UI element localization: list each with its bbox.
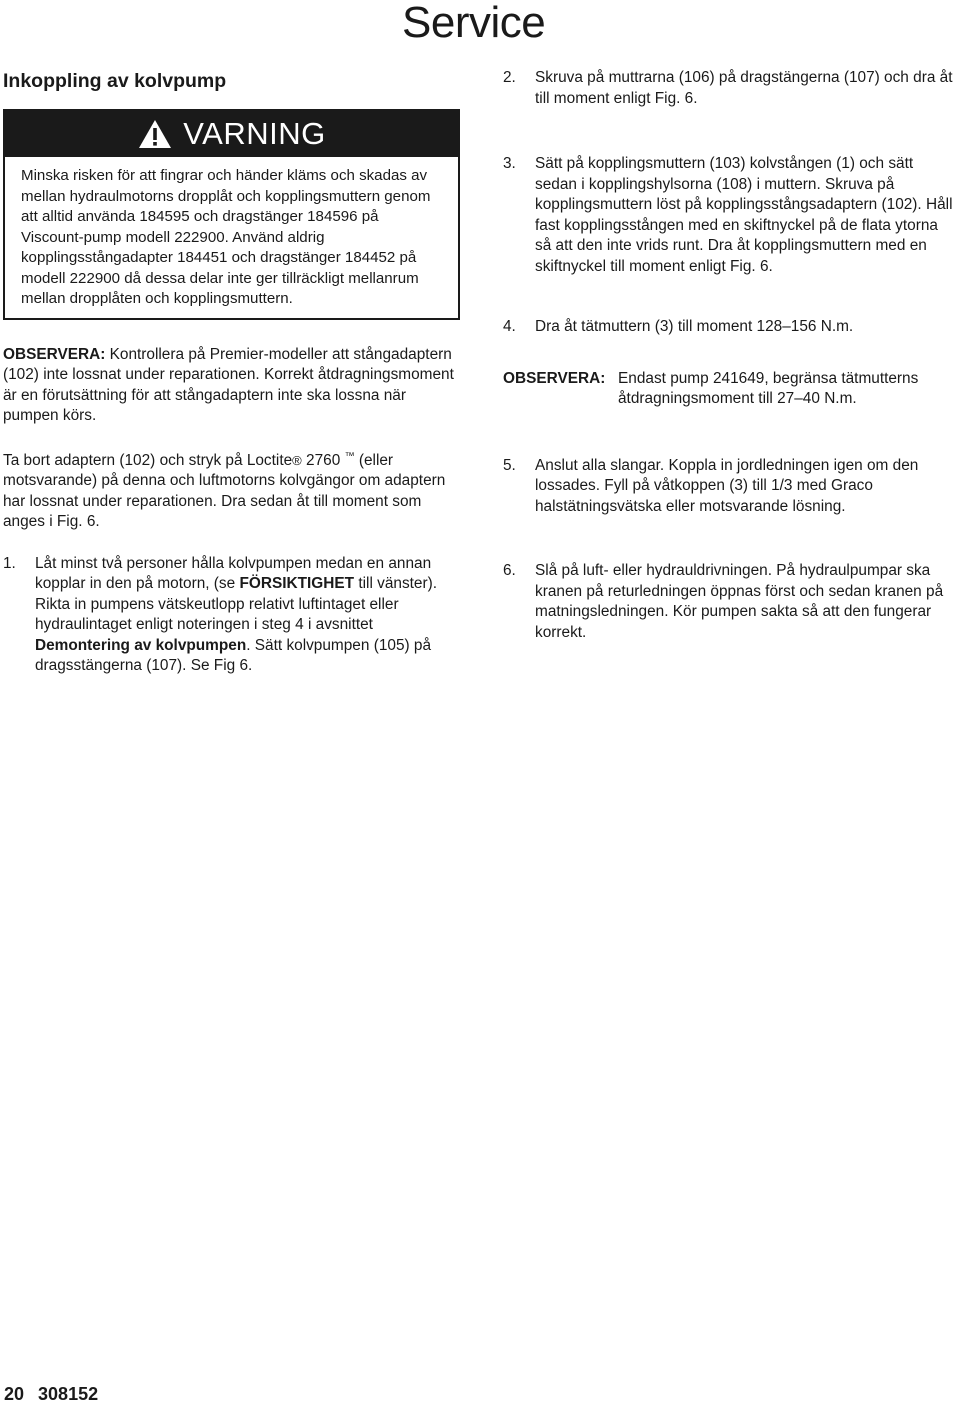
note-text: Kontrollera på Premier-modeller att stångadaptern (102) inte lossnat under reparationen. Korrekt åtdragningsmoment är en förutsättning för att stångadaptern inte ska lossna när pumpen körs. bbox=[3, 345, 454, 424]
step-number: 1. bbox=[3, 554, 16, 572]
right-column bbox=[503, 68, 958, 643]
step-1 bbox=[3, 554, 463, 677]
step-2 bbox=[503, 68, 958, 109]
step-number: 2. bbox=[503, 69, 516, 86]
warning-triangle-icon bbox=[137, 118, 173, 150]
step-text: Slå på luft- eller hydrauldrivningen. På hydraulpumpar ska kranen på returledningen öppnas först och sedan kranen på matningsledningen. Kör pumpen sakta så att den fungerar korrekt. bbox=[535, 562, 944, 641]
step-text-part: till vänster). Rikta in pumpens vätskeutlopp relativt luftintaget eller hydraulintaget enligt noteringen i steg 4 i avsnittet bbox=[35, 575, 438, 634]
page-number: 20 bbox=[4, 1384, 25, 1404]
note-text: Endast pump 241649, begränsa tätmutterns åtdragningsmoment till 27–40 N.m. bbox=[618, 369, 919, 407]
warning-box bbox=[3, 109, 460, 320]
step-number: 5. bbox=[503, 456, 516, 474]
note-paragraph bbox=[3, 345, 463, 427]
warning-title: VARNING bbox=[183, 116, 326, 151]
loctite-text-after: (eller motsvarande) på denna och luftmotorns kolvgängor om adaptern har lossnat under reparationen. Dra sedan åt till moment som anges i Fig. 6. bbox=[3, 451, 446, 531]
document-number: 308152 bbox=[38, 1384, 99, 1404]
left-column bbox=[3, 68, 463, 677]
step-text-part: Låt minst två personer hålla kolvpumpen medan en annan kopplar in den på motorn, (se bbox=[35, 554, 432, 593]
note-label: OBSERVERA: bbox=[503, 369, 606, 387]
step-number: 6. bbox=[503, 562, 516, 579]
step-number: 3. bbox=[503, 155, 516, 172]
step-4 bbox=[503, 317, 958, 338]
loctite-text-mid: 2760 bbox=[301, 451, 345, 469]
section-reference: Demontering av kolvpumpen bbox=[35, 636, 247, 654]
step-text: Sätt på kopplingsmuttern (103) kolvstången (1) och sätt sedan i kopplingshylsorna (108) i muttern. Skruva på kopplingsmuttern löst på kopplingsstångsadaptern (102). Håll fast kopplingsstången med en skiftnyckel på de flata ytorna så att den inte vrids runt. Dra åt kopplingsmuttern med en skiftnyckel till moment enligt Fig. 6. bbox=[535, 155, 953, 275]
note-right bbox=[503, 369, 958, 410]
warning-banner bbox=[5, 111, 458, 157]
page-header-title: Service bbox=[402, 0, 546, 47]
step-text-part: . Sätt kolvpumpen (105) på dragsstängerna (107). Se Fig 6. bbox=[35, 636, 432, 675]
step-6 bbox=[503, 561, 958, 643]
loctite-text-before: Ta bort adaptern (102) och stryk på Loctite bbox=[3, 451, 293, 469]
registered-mark: ® bbox=[292, 452, 302, 468]
step-text: Anslut alla slangar. Koppla in jordledningen igen om den lossades. Fyll på våtkoppen (3) till 1/3 med Graco halstätningsvätska eller motsvarande lösning. bbox=[535, 456, 919, 515]
step-3 bbox=[503, 154, 958, 277]
step-text: Skruva på muttrarna (106) på dragstängerna (107) och dra åt till moment enligt Fig. 6. bbox=[535, 69, 953, 107]
step-number: 4. bbox=[503, 318, 516, 335]
trademark-mark: ™ bbox=[344, 450, 355, 462]
section-heading: Inkoppling av kolvpump bbox=[3, 70, 227, 92]
step-text bbox=[35, 554, 463, 677]
caution-reference: FÖRSIKTIGHET bbox=[239, 575, 355, 593]
loctite-paragraph bbox=[3, 447, 463, 533]
warning-text: Minska risken för att fingrar och händer kläms och skadas av mellan hydraulmotorns dropplåt och kopplingsmuttern genom att alltid använda 184595 och dragstänger 184596 på Viscount-pump modell 222900. Använd aldrig kopplingsstångadapter 184451 och dragstänger 184452 på modell 222900 då dessa delar inte ger tillräckligt mellanrum mellan dropplåten och kopplingsmuttern. bbox=[21, 167, 431, 307]
step-5 bbox=[503, 456, 958, 518]
note-label: OBSERVERA: bbox=[3, 345, 106, 363]
step-text: Dra åt tätmuttern (3) till moment 128–156 N.m. bbox=[535, 318, 854, 335]
